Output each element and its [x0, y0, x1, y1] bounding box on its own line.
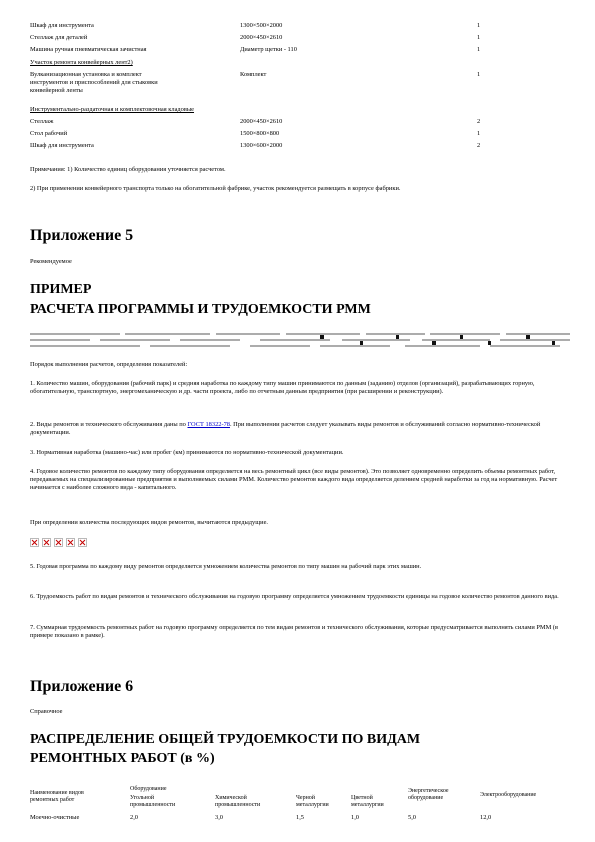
table-section-title: Участок ремонта конвейерных лент2): [30, 59, 133, 66]
table-row: [30, 142, 570, 152]
column-header-line: промышленности: [130, 802, 176, 808]
table-row: [30, 46, 570, 56]
cell-name-line: инструментов и приспособлений для стыковки: [30, 79, 158, 86]
appendix-6-heading-line2: РЕМОНТНЫХ РАБОТ (в %): [30, 751, 215, 766]
cell-qty: 2: [477, 142, 481, 149]
cell-size: 1300×500×2000: [240, 22, 283, 29]
table-row: [30, 71, 570, 101]
cell-name: Шкаф для инструмента: [30, 142, 94, 149]
cell-size: Диаметр щетки - 110: [240, 46, 297, 53]
cell-name: Шкаф для инструмента: [30, 22, 94, 29]
column-header-line: ремонтных работ: [30, 797, 75, 803]
table-cell: 12,0: [480, 814, 492, 821]
cell-name: Машина ручная пневматическая зачистная: [30, 46, 147, 53]
cell-qty: 1: [477, 46, 481, 53]
cell-qty: 1: [477, 130, 481, 137]
column-header-line: Оборудование: [130, 786, 167, 792]
column-header-line: Наименование видов: [30, 790, 84, 796]
broken-image-icon: [78, 538, 87, 547]
appendix-5-title: Приложение 5: [30, 227, 134, 244]
paragraph-2: [30, 421, 565, 437]
cell-qty: 1: [477, 22, 481, 29]
table-cell: 5,0: [408, 814, 416, 821]
formula-image: [30, 331, 570, 351]
column-header-line: металлургии: [296, 802, 329, 808]
column-header-line: металлургии: [351, 802, 384, 808]
table-row: [30, 34, 570, 44]
table-cell: 2,0: [130, 814, 138, 821]
column-header-line: Черной: [296, 795, 315, 801]
column-header: [480, 792, 536, 799]
appendix-6-kind: Справочное: [30, 708, 63, 715]
column-header: [351, 795, 384, 809]
column-header-line: оборудование: [408, 795, 444, 801]
cell-name: Стеллаж для деталей: [30, 34, 88, 41]
cell-name-line: конвейерной ленты: [30, 87, 83, 94]
appendix-6-title: Приложение 6: [30, 678, 134, 695]
broken-images-row: [30, 538, 87, 549]
paragraph-4: 4. Годовое количество ремонтов по каждому типу оборудования определяется на весь ремонтный цикл (все виды ремонтов). Это позволяет одновременно определить объемы ремонтных работ, передаваемых на специализированные предприятия и выполняемых силами РММ. Количество ремонтов каждого вида определяется делением средней наработки за год на нормативную. Расчет начинается с наиболее сложного вида - капитального.: [30, 468, 558, 491]
table-row: [30, 118, 570, 128]
paragraph-3: 3. Нормативная наработка (машино-час) или пробег (км) принимаются по нормативно-технической документации.: [30, 449, 344, 456]
paragraph-6: 6. Трудоемкость работ по видам ремонтов и технического обслуживания на годовую программу определяется умножением трудоемкости единицы на годовое количество ремонтов данного вида.: [30, 593, 559, 600]
cell-name: Стеллаж: [30, 118, 54, 125]
broken-image-icon: [54, 538, 63, 547]
column-header: [130, 786, 175, 809]
column-header: [30, 790, 84, 804]
cell-name: Стол рабочий: [30, 130, 68, 137]
column-header: [408, 788, 449, 802]
table-section-title: Инструментально-раздаточная и комплектовочная кладовые: [30, 106, 195, 113]
column-header-line: промышленности: [215, 802, 261, 808]
broken-image-icon: [42, 538, 51, 547]
paragraph-4b: При определении количества последующих видов ремонтов, вычитаются предыдущие.: [30, 519, 269, 526]
broken-image-icon: [30, 538, 39, 547]
column-header: [296, 795, 329, 809]
calculation-order: Порядок выполнения расчетов, определения показателей:: [30, 361, 188, 368]
broken-image-icon: [66, 538, 75, 547]
gost-link[interactable]: ГОСТ 18322-78: [187, 421, 230, 428]
table-cell: 1,5: [296, 814, 304, 821]
appendix-5-kind: Рекомендуемое: [30, 258, 72, 265]
column-header-line: Электрооборудование: [480, 792, 537, 798]
cell-size: 2000×450×2610: [240, 34, 283, 41]
paragraph-5: 5. Годовая программа по каждому виду ремонтов определяется умножением количества ремонтов по типу машин на рабочий парк этих машин.: [30, 563, 422, 570]
cell-size: 2000×450×2610: [240, 118, 283, 125]
cell-size: 1300×600×2000: [240, 142, 283, 149]
paragraph-1: 1. Количество машин, оборудования (рабочий парк) и средняя наработка по каждому типу машин принимаются по данным (заданию) отделов (организаций), разрабатывающих горную, обогатительную, транспортную, энергомеханическую и др. части проекта, либо по отчетным данным предприятия (при расширении и реконструкции).: [30, 380, 535, 395]
appendix-5-heading-line1: ПРИМЕР: [30, 282, 92, 297]
cell-qty: 1: [477, 71, 481, 78]
cell-qty: 2: [477, 118, 481, 125]
table-row: [30, 130, 570, 140]
appendix-6-heading-line1: РАСПРЕДЕЛЕНИЕ ОБЩЕЙ ТРУДОЕМКОСТИ ПО ВИДАМ: [30, 732, 421, 747]
table-cell: 3,0: [215, 814, 223, 821]
table-cell: 1,0: [351, 814, 359, 821]
table-cell: Моечно-очистные: [30, 814, 80, 821]
distribution-table: [30, 786, 570, 826]
column-header-line: Энергетическое: [408, 788, 449, 794]
note-2: 2) При применении конвейерного транспорта только на обогатительной фабрике, участок рекомендуется размещать в корпусе фабрики.: [30, 185, 401, 192]
column-header-line: Химической: [215, 795, 247, 801]
column-header-line: Угольной: [130, 795, 155, 801]
paragraph-2-text-end: . При выполнении расчетов следует указывать виды ремонтов и обслуживаний согласно нормативно-технической документации.: [30, 421, 541, 436]
cell-qty: 1: [477, 34, 481, 41]
paragraph-2-text: 2. Виды ремонтов и технического обслуживания даны по: [30, 421, 188, 428]
paragraph-7: 7. Суммарная трудоемкость ремонтных работ на годовую программу определяется по тем видам ремонтов и технического обслуживания, которые предусматривается выполнять силами РММ (в примере показано в рамке).: [30, 624, 559, 639]
appendix-5-heading-line2: РАСЧЕТА ПРОГРАММЫ И ТРУДОЕМКОСТИ РММ: [30, 302, 371, 317]
cell-name-line: Вулканизационная установка и комплект: [30, 71, 142, 78]
column-header-line: Цветной: [351, 795, 373, 801]
table-row: [30, 22, 570, 32]
note-1: Примечания: 1) Количество единиц оборудования уточняется расчетом.: [30, 166, 226, 173]
cell-size: 1500×800×800: [240, 130, 280, 137]
column-header: [215, 795, 260, 809]
cell-size: Комплект: [240, 71, 267, 78]
